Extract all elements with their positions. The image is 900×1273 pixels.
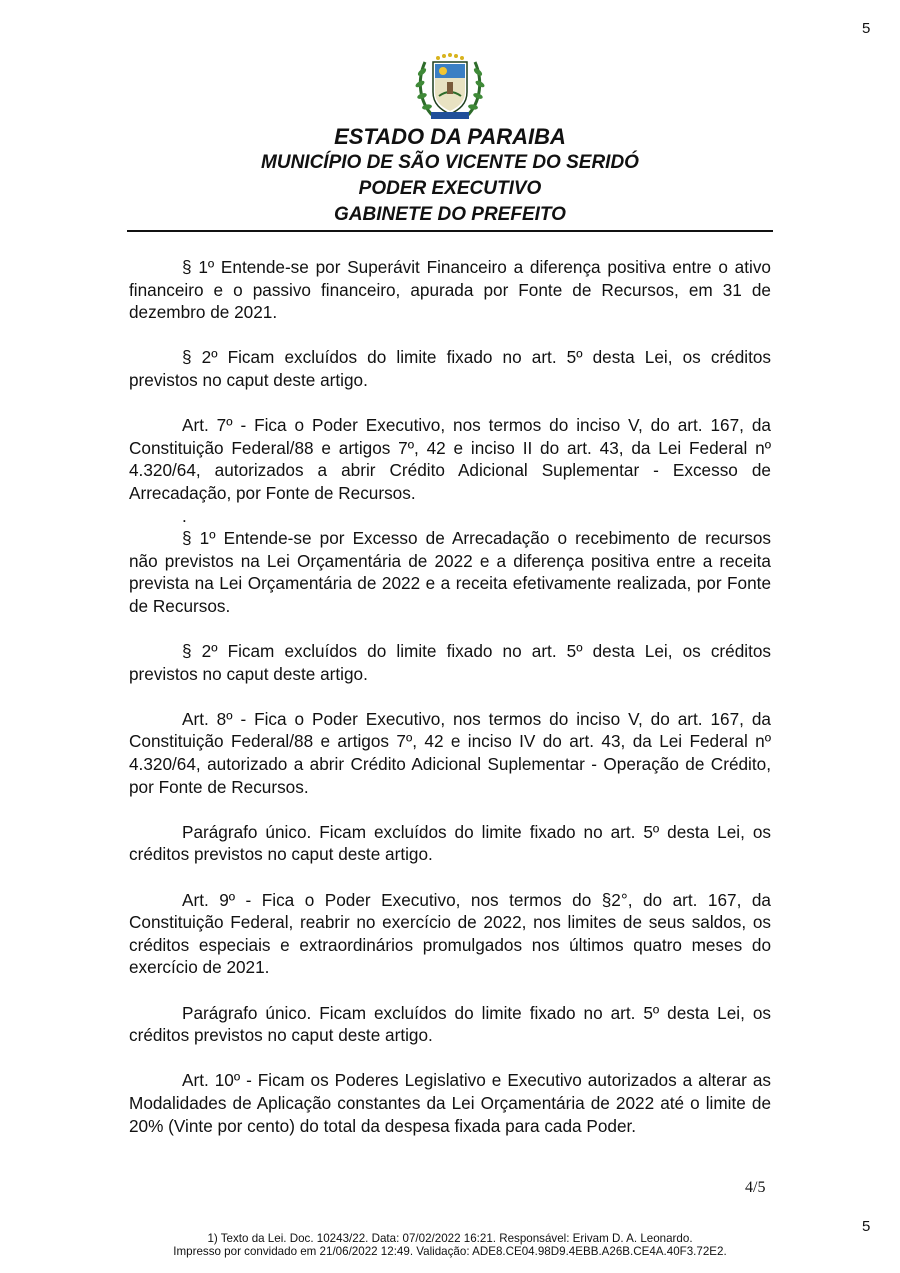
paragraph: Parágrafo único. Ficam excluídos do limite fixado no art. 5º desta Lei, os créditos previstos no caput deste artigo. — [129, 1002, 771, 1046]
document-body — [129, 256, 771, 1160]
letterhead — [0, 124, 900, 228]
paragraph: Art. 8º - Fica o Poder Executivo, nos termos do inciso V, do art. 167, da Constituição Federal/88 e artigos 7º, 42 e inciso IV do art. 43, da Lei Federal nº 4.320/64, autorizado a abrir Crédito Adicional Suplementar - Operação de Crédito, por Fonte de Recursos. — [129, 708, 771, 797]
header-divider — [127, 230, 773, 232]
paragraph: § 2º Ficam excluídos do limite fixado no art. 5º desta Lei, os créditos previstos no caput deste artigo. — [129, 347, 771, 390]
office-title: GABINETE DO PREFEITO — [334, 204, 566, 225]
paragraph: Art. 10º - Ficam os Poderes Legislativo e Executivo autorizados a alterar as Modalidades de Aplicação constantes da Lei Orçamentária de 2022 até o limite de 20% (Vinte por cento) do total da despesa fixada para cada Poder. — [129, 1070, 771, 1136]
paragraph: § 1º Entende-se por Superávit Financeiro a diferença positiva entre o ativo financeiro e o passivo financeiro, apurada por Fonte de Recursos, em 31 de dezembro de 2021. — [129, 257, 771, 323]
state-title: ESTADO DA PARAIBA — [334, 124, 566, 149]
paragraph: Parágrafo único. Ficam excluídos do limite fixado no art. 5º desta Lei, os créditos previstos no caput deste artigo. — [129, 821, 771, 865]
page-number-bottom: 5 — [862, 1218, 871, 1235]
coat-of-arms-icon — [411, 52, 489, 122]
paragraph: § 2º Ficam excluídos do limite fixado no art. 5º desta Lei, os créditos previstos no caput deste artigo. — [129, 641, 771, 684]
validation-footer — [0, 1232, 900, 1258]
branch-title: PODER EXECUTIVO — [358, 178, 542, 199]
footer-line: Impresso por convidado em 21/06/2022 12:49. Validação: ADE8.CE04.98D9.4EBB.A26B.CE4A.40F3.72E2. — [173, 1245, 727, 1258]
page-number-top: 5 — [862, 20, 871, 37]
stray-mark: . — [182, 506, 187, 527]
paragraph: Art. 7º - Fica o Poder Executivo, nos termos do inciso V, do art. 167, da Constituição Federal/88 e artigos 7º, 42 e inciso II do art. 43, da Lei Federal nº 4.320/64, autorizados a abrir Crédito Adicional Suplementar - Excesso de Arrecadação, por Fonte de Recursos. — [129, 415, 771, 503]
municipality-title: MUNICÍPIO DE SÃO VICENTE DO SERIDÓ — [261, 152, 639, 173]
paragraph: Art. 9º - Fica o Poder Executivo, nos termos do §2°, do art. 167, da Constituição Federal, reabrir no exercício de 2022, nos limites de seus saldos, os créditos especiais e extraordinários promulgados nos últimos quatro meses do exercício de 2021. — [129, 889, 771, 978]
folio-number: 4/5 — [745, 1179, 766, 1196]
paragraph: § 1º Entende-se por Excesso de Arrecadação o recebimento de recursos não previstos na Lei Orçamentária de 2022 e a diferença positiva entre a receita prevista na Lei Orçamentária de 2022 e a receita efetivamente realizada, por Fonte de Recursos. — [129, 528, 771, 616]
footer-line: 1) Texto da Lei. Doc. 10243/22. Data: 07/02/2022 16:21. Responsável: Erivam D. A. Leonardo. — [207, 1232, 693, 1245]
